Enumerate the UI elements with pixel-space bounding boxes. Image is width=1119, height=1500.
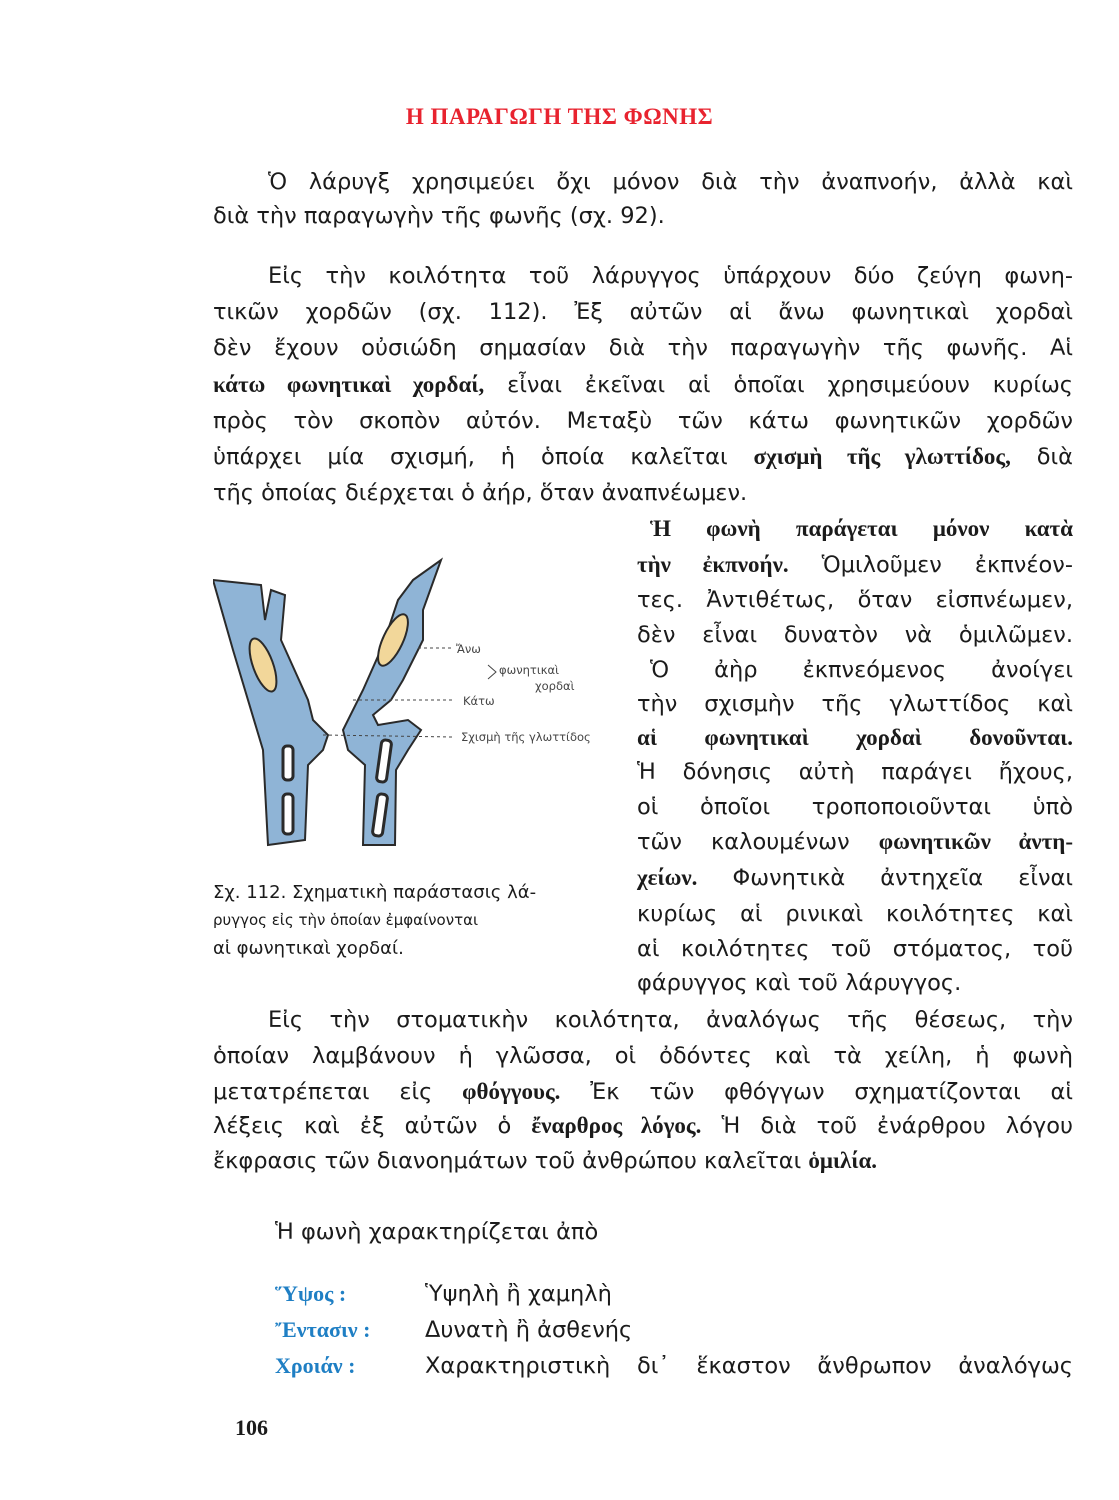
label-vocal-cords-1: φωνητικαὶ [499, 663, 559, 677]
paragraph-line: διὰ τὴν παραγωγὴν τῆς φωνῆς (σχ. 92). [213, 203, 665, 229]
paragraph-line: ὁποίαν λαμβάνουν ἡ γλῶσσα, οἱ ὀδόντες καὶ τὰ χείλη, ἡ φωνὴ [213, 1043, 1073, 1069]
paragraph-line [213, 441, 1073, 473]
char-label: Ἔντασιν : [275, 1317, 371, 1342]
char-label: Χροιάν : [275, 1353, 356, 1378]
bold-term: φθόγγους. [462, 1079, 561, 1104]
paragraph-line [637, 862, 1073, 894]
text-span: ἔκφρασις τῶν διανοημάτων τοῦ ἀνθρώπου καλεῖται [213, 1148, 809, 1174]
characterized-heading: Ἡ φωνὴ χαρακτηρίζεται ἀπὸ [275, 1219, 599, 1245]
text-span: τῶν καλουμένων [637, 829, 879, 855]
text-span: εἶναι ἐκεῖναι αἱ ὁποῖαι χρησιμεύουν κυρίως [484, 372, 1073, 398]
paragraph-line [637, 722, 1073, 754]
label-vocal-cords-2: χορδαὶ [535, 679, 575, 693]
paragraph-line: Ὁ λάρυγξ χρησιμεύει ὄχι μόνον διὰ τὴν ἀναπνοήν, ἀλλὰ καὶ [268, 169, 1073, 195]
paragraph-line: φάρυγγος καὶ τοῦ λάρυγγος. [637, 970, 962, 996]
bold-term: ὁμιλία. [808, 1148, 878, 1173]
larynx-diagram [213, 550, 633, 860]
paragraph-line: Ἡ δόνησις αὐτὴ παράγει ἤχους, [637, 759, 1073, 785]
lower-bar-left-1 [283, 746, 293, 780]
figure-caption-line: αἱ φωνητικαὶ χορδαί. [213, 938, 404, 959]
label-lower: Κάτω [463, 694, 495, 708]
text-span: λέξεις καὶ ἐξ αὐτῶν ὁ [213, 1113, 532, 1139]
bold-term: αἱ φωνητικαὶ χορδαὶ δονοῦνται. [637, 725, 1073, 750]
label-glottis: Σχισμὴ τῆς γλωττίδος [461, 730, 591, 744]
paragraph-line: τῆς ὁποίας διέρχεται ὁ ἀήρ, ὅταν ἀναπνέωμεν. [213, 480, 748, 506]
page-number: 106 [235, 1415, 268, 1440]
bold-term: χείων. [637, 865, 698, 890]
paragraph-line: τικῶν χορδῶν (σχ. 112). Ἐξ αὐτῶν αἱ ἄνω φωνητικαὶ χορδαὶ [213, 299, 1073, 325]
paragraph-line: Ὁ ἀὴρ ἐκπνεόμενος ἀνοίγει [650, 657, 1073, 683]
paragraph-line [637, 549, 1073, 581]
larynx-left-wall [213, 580, 328, 845]
paragraph-line: δὲν ἔχουν οὐσιώδη σημασίαν διὰ τὴν παραγωγὴν τῆς φωνῆς. Αἱ [213, 335, 1073, 361]
paragraph-line [213, 1076, 1073, 1108]
char-value: Ὑψηλὴ ἢ χαμηλὴ [425, 1281, 612, 1307]
label-upper: Ἄνω [456, 642, 481, 656]
bold-term: κάτω φωνητικαὶ χορδαί, [213, 372, 485, 397]
char-value: Χαρακτηριστικὴ δι᾿ ἕκαστον ἄνθρωπον ἀναλόγως [425, 1353, 1073, 1379]
paragraph-line: αἱ κοιλότητες τοῦ στόματος, τοῦ [637, 936, 1073, 962]
bold-term: Ἡ φωνὴ παράγεται μόνον κατὰ [650, 516, 1073, 541]
figure-caption-line: ρυγγος εἰς τὴν ὁποίαν ἐμφαίνονται [213, 911, 479, 929]
lower-bar-left-2 [283, 794, 293, 834]
text-span: Ἐκ τῶν φθόγγων σχηματίζονται αἱ [560, 1079, 1073, 1105]
paragraph-line: Εἰς τὴν κοιλότητα τοῦ λάρυγγος ὑπάρχουν δύο ζεύγη φωνη- [268, 263, 1073, 289]
paragraph-line: δὲν εἶναι δυνατὸν νὰ ὁμιλῶμεν. [637, 622, 1073, 648]
chapter-title: Η ΠΑΡΑΓΩΓΗ ΤΗΣ ΦΩΝΗΣ [405, 104, 714, 129]
paragraph-line: τες. Ἀντιθέτως, ὅταν εἰσπνέωμεν, [637, 587, 1073, 613]
text-span: ὑπάρχει μία σχισμή, ἡ ὁποία καλεῖται [213, 444, 754, 470]
figure-caption-line: Σχ. 112. Σχηματικὴ παράστασις λά- [213, 882, 537, 903]
paragraph-line: οἱ ὁποῖοι τροποποιοῦνται ὑπὸ [637, 794, 1073, 820]
paragraph-line: Εἰς τὴν στοματικὴν κοιλότητα, ἀναλόγως τῆς θέσεως, τὴν [268, 1007, 1073, 1033]
paragraph-line: τὴν σχισμὴν τῆς γλωττίδος καὶ [637, 691, 1073, 717]
paragraph-line [213, 369, 1073, 401]
brace-mark [488, 665, 496, 679]
paragraph-line: πρὸς τὸν σκοπὸν αὐτόν. Μεταξὺ τῶν κάτω φωνητικῶν χορδῶν [213, 408, 1073, 434]
paragraph-line: κυρίως αἱ ρινικαὶ κοιλότητες καὶ [637, 901, 1073, 927]
text-span: Φωνητικὰ ἀντηχεῖα εἶναι [697, 865, 1073, 891]
char-label: Ὕψος : [275, 1281, 347, 1306]
bold-term: ἔναρθρος λόγος. [531, 1113, 702, 1138]
text-span: μετατρέπεται εἰς [213, 1079, 463, 1105]
char-value: Δυνατὴ ἢ ἀσθενής [425, 1317, 633, 1343]
larynx-figure [213, 550, 633, 860]
text-span: Ἡ διὰ τοῦ ἐνάρθρου λόγου [701, 1113, 1073, 1139]
bold-term: τὴν ἐκπνοήν. [637, 552, 789, 577]
paragraph-line [213, 1145, 877, 1177]
larynx-right-wall [343, 560, 441, 845]
paragraph-line [637, 826, 1073, 858]
text-span: Ὁμιλοῦμεν ἐκπνέον- [788, 552, 1073, 578]
paragraph-line [213, 1110, 1073, 1142]
bold-term: σχισμὴ τῆς γλωττίδος, [753, 444, 1011, 469]
paragraph-line [650, 513, 1073, 545]
text-span: διὰ [1010, 444, 1073, 470]
bold-term: φωνητικῶν ἀντη- [878, 829, 1073, 854]
